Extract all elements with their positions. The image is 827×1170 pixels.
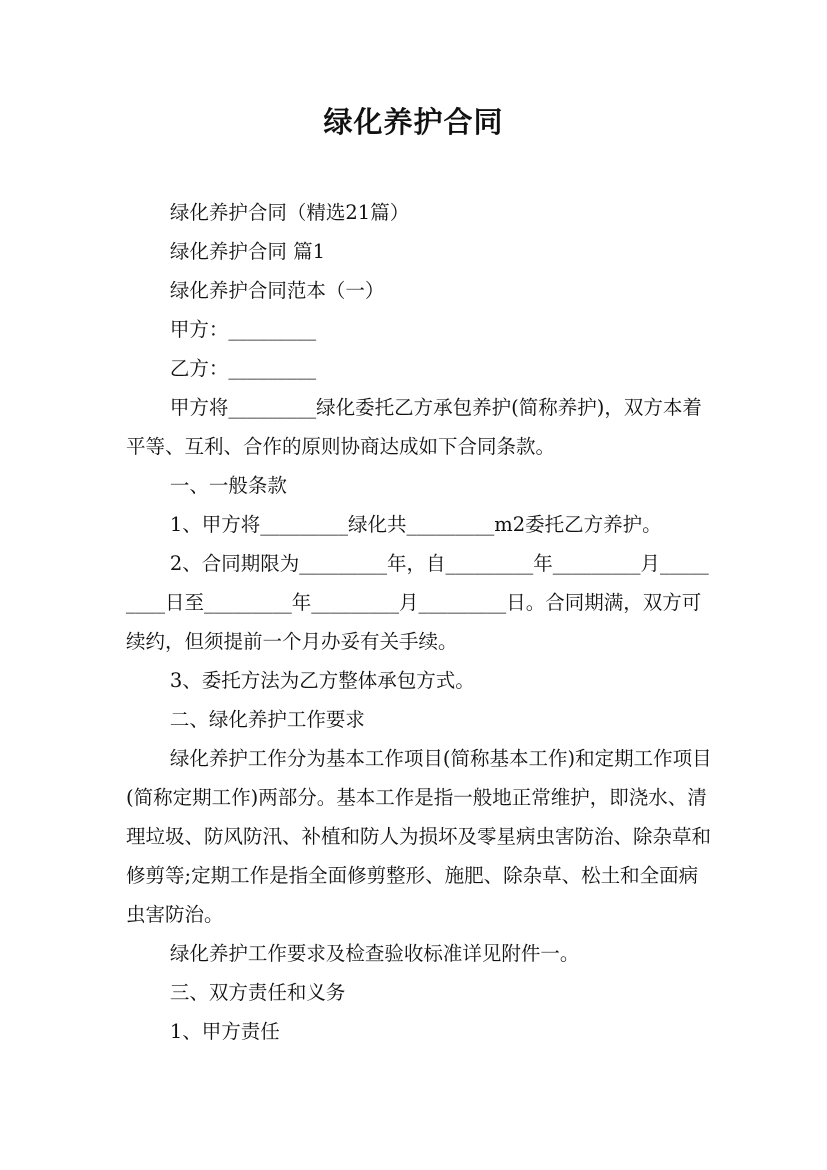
paragraph: 一、一般条款 [169,474,287,497]
paragraph: 绿化养护工作要求及检查验收标准详见附件一。 [169,942,580,965]
paragraph: 二、绿化养护工作要求 [169,708,365,731]
paragraph: 绿化养护工作分为基本工作项目(简称基本工作)和定期工作项目(简称定期工作)两部分。基本工作是指一般地正常维护，即浇水、清理垃圾、防风防汛、补植和防人为损坏及零星病虫害防治、除杂草和修剪等;定期工作是指全面修剪整形、施肥、除杂草、松土和全面病虫害防治。 [126,747,712,926]
paragraph: 甲方：_________ [169,318,317,341]
paragraph: 3、委托方法为乙方整体承包方式。 [169,669,475,692]
paragraph: 三、双方责任和义务 [169,981,346,1004]
paragraph: 乙方：_________ [169,357,317,380]
paragraph: 2、合同期限为_________年，自_________年_________月_________日至_________年_________月_________日。合同期满，双方可续约，但须提前一个月办妥有关手续。 [126,552,709,653]
paragraph: 绿化养护合同 篇1 [169,240,325,263]
paragraph: 1、甲方责任 [169,1020,280,1043]
document-body [126,193,716,1051]
paragraph: 甲方将_________绿化委托乙方承包养护(简称养护)，双方本着平等、互利、合作的原则协商达成如下合同条款。 [126,396,702,458]
document-title: 绿化养护合同 [323,105,504,139]
paragraph: 绿化养护合同范本（一） [169,279,385,302]
paragraph: 绿化养护合同（精选21篇） [169,201,410,224]
paragraph: 1、甲方将_________绿化共_________m2委托乙方养护。 [169,513,662,536]
